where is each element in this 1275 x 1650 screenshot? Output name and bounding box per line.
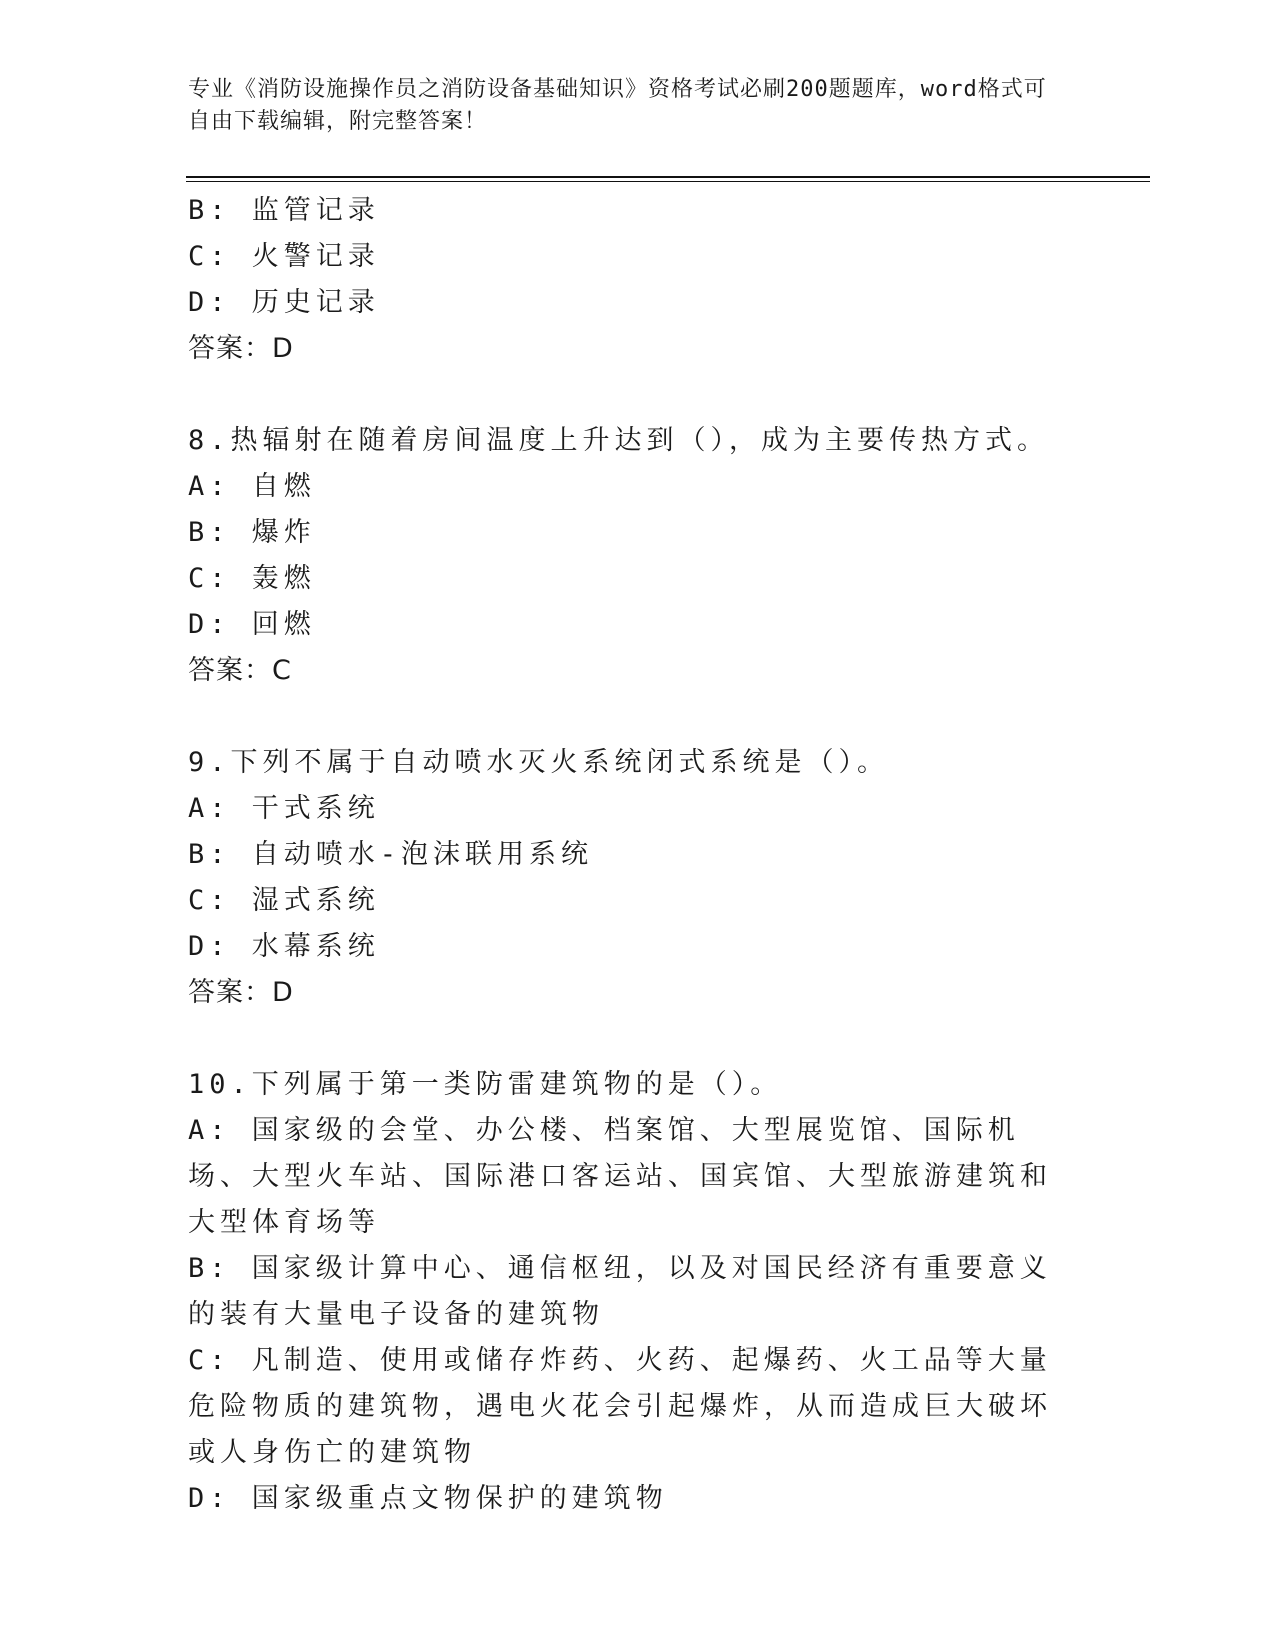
option-b: B: 爆炸: [188, 517, 316, 548]
option-b: B: 自动喷水-泡沫联用系统: [188, 839, 594, 870]
header-divider-thin: [186, 181, 1150, 182]
question-stem: 8.热辐射在随着房间温度上升达到（），成为主要传热方式。: [188, 425, 1050, 456]
spacer: [188, 694, 1088, 740]
question-7-continuation: [188, 188, 1088, 372]
option-d: D: 历史记录: [188, 287, 380, 318]
answer-line: 答案：D: [188, 977, 294, 1008]
question-8: [188, 418, 1088, 694]
option-b: B: 监管记录: [188, 195, 380, 226]
header-text: 专业《消防设施操作员之消防设备基础知识》资格考试必刷200题题库，word格式可自由下载编辑，附完整答案！: [188, 77, 1047, 134]
question-stem: 9.下列不属于自动喷水灭火系统闭式系统是（）。: [188, 747, 890, 778]
answer-line: 答案：D: [188, 333, 294, 364]
option-d: D: 水幕系统: [188, 931, 380, 962]
option-d: D: 回燃: [188, 609, 316, 640]
document-header: [188, 74, 1068, 138]
option-b: B: 国家级计算中心、通信枢纽，以及对国民经济有重要意义的装有大量电子设备的建筑物: [188, 1253, 1052, 1330]
answer-line: 答案：C: [188, 655, 292, 686]
option-c: C: 凡制造、使用或储存炸药、火药、起爆药、火工品等大量危险物质的建筑物，遇电火花会引起爆炸，从而造成巨大破坏或人身伤亡的建筑物: [188, 1345, 1052, 1468]
option-a: A: 自燃: [188, 471, 316, 502]
spacer: [188, 1016, 1088, 1062]
option-c: C: 轰燃: [188, 563, 316, 594]
question-10: [188, 1062, 1088, 1522]
option-d: D: 国家级重点文物保护的建筑物: [188, 1483, 668, 1514]
option-c: C: 火警记录: [188, 241, 380, 272]
header-divider-thick: [186, 176, 1150, 178]
option-a: A: 干式系统: [188, 793, 380, 824]
spacer: [188, 372, 1088, 418]
option-c: C: 湿式系统: [188, 885, 380, 916]
question-stem: 10.下列属于第一类防雷建筑物的是（）。: [188, 1069, 783, 1100]
option-a: A: 国家级的会堂、办公楼、档案馆、大型展览馆、国际机场、大型火车站、国际港口客运站、国宾馆、大型旅游建筑和大型体育场等: [188, 1115, 1052, 1238]
question-content: [188, 188, 1088, 1522]
question-9: [188, 740, 1088, 1016]
